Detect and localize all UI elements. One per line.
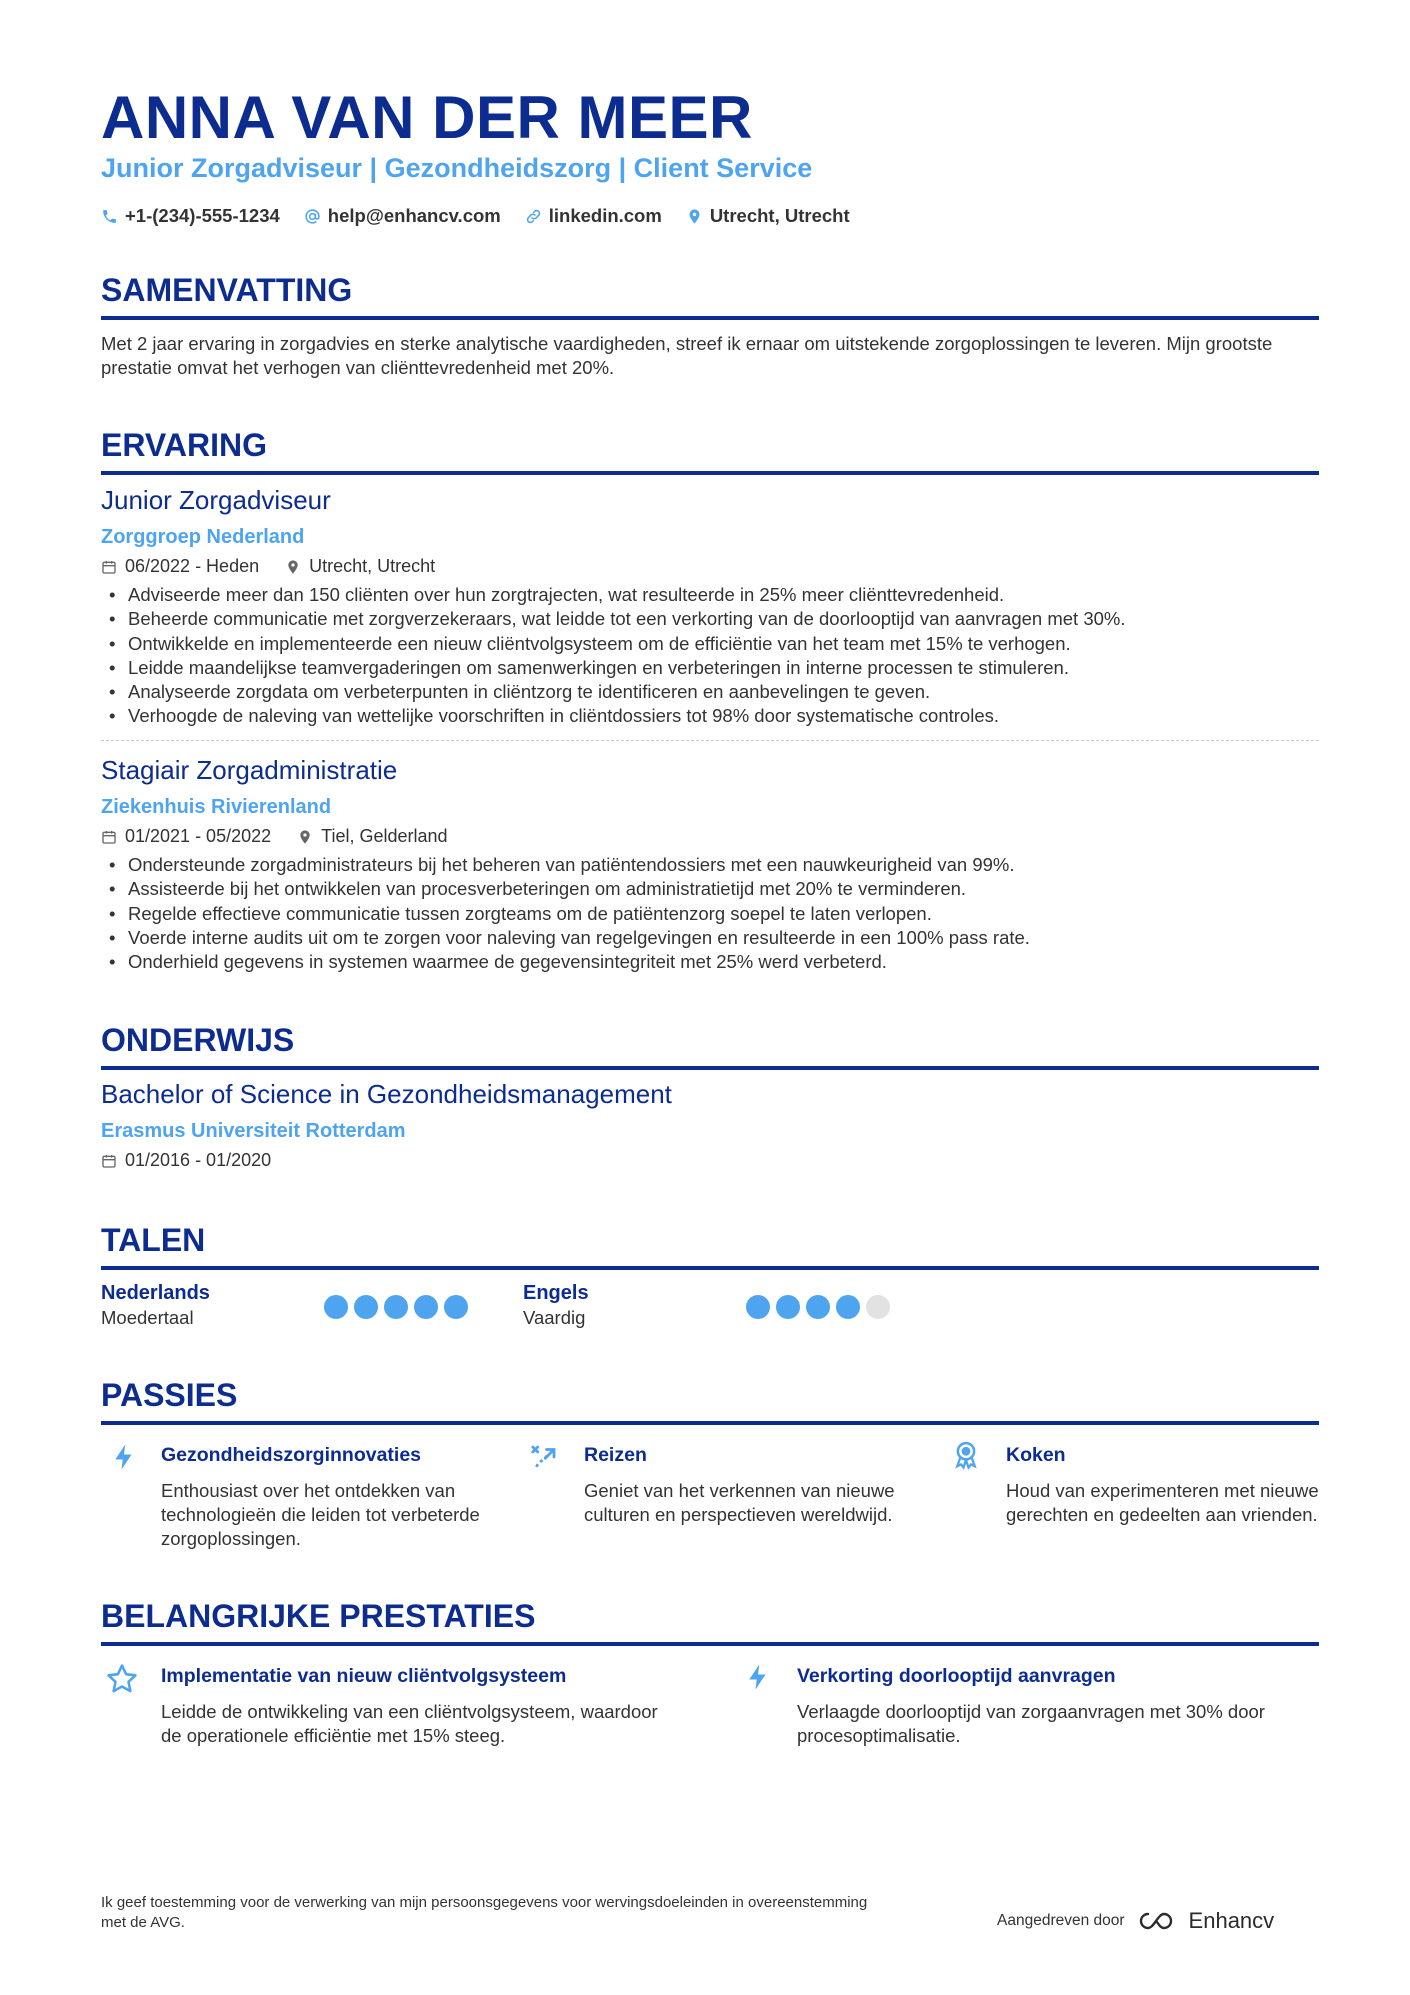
job-meta xyxy=(101,556,435,577)
star-icon xyxy=(105,1662,139,1696)
job-location-text: Tiel, Gelderland xyxy=(321,826,448,846)
contact-phone[interactable] xyxy=(101,205,280,227)
contact-bar xyxy=(101,205,850,227)
phone-icon xyxy=(101,208,118,225)
list-item: • Voerde interne audits uit om te zorgen voor naleving van regelgevingen en resulteerde in een 100% pass rate. xyxy=(101,926,1319,950)
language-level: Moedertaal xyxy=(101,1307,194,1328)
list-item: • Analyseerde zorgdata om verbeterpunten in cliëntzorg te identificeren en aanbevelingen te geven. xyxy=(101,680,1319,704)
brand-name: Enhancv xyxy=(1188,1908,1275,1933)
infinity-logo-icon xyxy=(1137,1910,1181,1932)
job-title: Stagiair Zorgadministratie xyxy=(101,755,398,785)
rating-dot-filled xyxy=(354,1295,378,1319)
achievement-title: Verkorting doorlooptijd aanvragen xyxy=(797,1665,1116,1687)
lightning-icon xyxy=(109,1442,139,1472)
enhancv-logo[interactable] xyxy=(1137,1908,1275,1934)
language-name: Nederlands xyxy=(101,1282,210,1304)
achievement-title: Implementatie van nieuw cliëntvolgsysteem xyxy=(161,1665,567,1687)
job-location xyxy=(285,556,435,577)
passion-title: Reizen xyxy=(584,1444,647,1466)
company-name: Zorggroep Nederland xyxy=(101,526,305,548)
education-dates-text: 01/2016 - 01/2020 xyxy=(125,1150,272,1170)
location-pin-icon xyxy=(285,559,301,575)
summary-text: Met 2 jaar ervaring in zorgadvies en sterke analytische vaardigheden, streef ik ernaar om uitstekende zorgoplossingen te leveren. Mijn grootste prestatie omvat het verhogen van cliënttevredenheid met 20%. xyxy=(101,333,1273,378)
job-dates xyxy=(101,556,259,577)
rating-dot-filled xyxy=(836,1295,860,1319)
list-item: • Verhoogde de naleving van wettelijke voorschriften in cliëntdossiers tot 98% door systematische controles. xyxy=(101,704,1319,728)
company-name: Ziekenhuis Rivierenland xyxy=(101,796,332,818)
summary-heading: SAMENVATTING xyxy=(101,270,1319,320)
list-item: • Beheerde communicatie met zorgverzekeraars, wat leidde tot een verkorting van de doorlooptijd van aanvragen met 30%. xyxy=(101,607,1319,631)
linkedin-text: linkedin.com xyxy=(548,205,662,226)
calendar-icon xyxy=(101,1153,117,1169)
job-dates xyxy=(101,826,271,847)
contact-location xyxy=(686,205,850,227)
job-title: Junior Zorgadviseur xyxy=(101,485,331,515)
experience-heading: ERVARING xyxy=(101,425,1319,475)
list-item: • Adviseerde meer dan 150 cliënten over hun zorgtrajecten, wat resulteerde in 25% meer cliënttevredenheid. xyxy=(101,583,1319,607)
degree-title: Bachelor of Science in Gezondheidsmanagement xyxy=(101,1079,672,1109)
job-location xyxy=(297,826,447,847)
passion-title: Gezondheidszorginnovaties xyxy=(161,1444,422,1466)
rating-dot-filled xyxy=(324,1295,348,1319)
lightning-icon xyxy=(743,1662,773,1692)
language-level: Vaardig xyxy=(523,1307,586,1328)
location-pin-icon xyxy=(686,208,703,225)
location-pin-icon xyxy=(297,829,313,845)
rating-dot-filled xyxy=(414,1295,438,1319)
language-rating xyxy=(324,1295,468,1319)
list-item: • Assisteerde bij het ontwikkelen van procesverbeteringen om administratietijd met 20% te verminderen. xyxy=(101,877,1319,901)
education-meta xyxy=(101,1150,271,1171)
achievements-heading: BELANGRIJKE PRESTATIES xyxy=(101,1596,1319,1646)
achievement-text: Verlaagde doorlooptijd van zorgaanvragen met 30% door procesoptimalisatie. xyxy=(797,1701,1265,1746)
location-text: Utrecht, Utrecht xyxy=(709,205,850,226)
candidate-name: ANNA VAN DER MEER xyxy=(101,84,753,151)
contact-email[interactable] xyxy=(304,205,501,227)
job-location-text: Utrecht, Utrecht xyxy=(309,556,436,576)
list-item: • Onderhield gegevens in systemen waarmee de gegevensintegriteit met 25% werd verbeterd. xyxy=(101,950,1319,974)
list-item: • Regelde effectieve communicatie tussen zorgteams om de patiëntenzorg soepel te laten verlopen. xyxy=(101,902,1319,926)
job-dates-text: 01/2021 - 05/2022 xyxy=(125,826,272,846)
powered-by[interactable] xyxy=(997,1908,1274,1934)
language-name: Engels xyxy=(523,1282,589,1304)
route-icon xyxy=(529,1442,559,1472)
rating-dot-empty xyxy=(866,1295,890,1319)
job-dates-text: 06/2022 - Heden xyxy=(125,556,260,576)
education-heading: ONDERWIJS xyxy=(101,1020,1319,1070)
job-meta xyxy=(101,826,448,847)
passion-text: Houd van experimenteren met nieuwe gerechten en gedeelten aan vrienden. xyxy=(1006,1480,1319,1525)
at-icon xyxy=(304,208,321,225)
rating-dot-filled xyxy=(806,1295,830,1319)
passion-text: Enthousiast over het ontdekken van technologieën die leiden tot verbeterde zorgoplossingen. xyxy=(161,1480,480,1549)
list-item: • Ondersteunde zorgadministrateurs bij het beheren van patiëntendossiers met een nauwkeurigheid van 99%. xyxy=(101,853,1319,877)
contact-linkedin[interactable] xyxy=(525,205,662,227)
rating-dot-filled xyxy=(444,1295,468,1319)
list-item: • Leidde maandelijkse teamvergaderingen om samenwerkingen en verbeteringen in interne processen te stimuleren. xyxy=(101,656,1319,680)
list-item: • Ontwikkelde en implementeerde een nieuw cliëntvolgsysteem om de efficiëntie van het team met 15% te verhogen. xyxy=(101,632,1319,656)
email-text: help@enhancv.com xyxy=(327,205,501,226)
rating-dot-filled xyxy=(746,1295,770,1319)
passions-heading: PASSIES xyxy=(101,1375,1319,1425)
language-rating xyxy=(746,1295,890,1319)
job-bullets xyxy=(101,853,1319,974)
consent-note: Ik geef toestemming voor de verwerking van mijn persoonsgegevens voor wervingsdoeleinden in overeenstemming met de AVG. xyxy=(101,1894,868,1931)
calendar-icon xyxy=(101,559,117,575)
job-bullets xyxy=(101,583,1319,729)
passion-text: Geniet van het verkennen van nieuwe culturen en perspectieven wereldwijd. xyxy=(584,1480,895,1525)
education-dates xyxy=(101,1150,271,1171)
passion-title: Koken xyxy=(1006,1444,1066,1466)
award-icon xyxy=(951,1440,981,1470)
achievement-text: Leidde de ontwikkeling van een cliëntvolgsysteem, waardoor de operationele efficiëntie met 15% steeg. xyxy=(161,1701,658,1746)
languages-heading: TALEN xyxy=(101,1220,1319,1270)
school-name: Erasmus Universiteit Rotterdam xyxy=(101,1120,406,1142)
powered-by-label: Aangedreven door xyxy=(997,1912,1125,1929)
link-icon xyxy=(525,208,542,225)
divider xyxy=(101,740,1319,741)
phone-text: +1-(234)-555-1234 xyxy=(125,205,280,226)
rating-dot-filled xyxy=(384,1295,408,1319)
rating-dot-filled xyxy=(776,1295,800,1319)
calendar-icon xyxy=(101,829,117,845)
tagline: Junior Zorgadviseur | Gezondheidszorg | Client Service xyxy=(101,153,813,183)
